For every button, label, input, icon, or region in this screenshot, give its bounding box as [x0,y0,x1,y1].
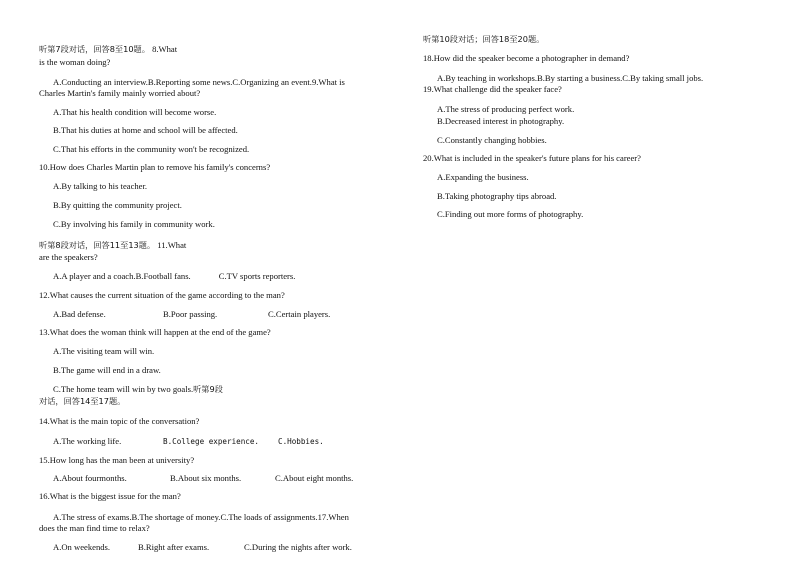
question-9-option-c: C.That his efforts in the community won't be recognized. [53,144,250,154]
question-12-option-b: B.Poor passing. [163,309,218,319]
section-7-line [39,44,177,55]
question-20-stem: 20.What is included in the speaker's future plans for his career? [423,153,641,163]
question-8-number: 8.What [152,44,178,54]
question-13-option-c: C.The home team will win by two goals. [53,384,194,394]
question-14-stem: 14.What is the main topic of the conversation? [39,416,200,426]
question-12-option-a: A.Bad defense. [53,309,106,319]
question-17-options [53,542,352,553]
question-18-options: A.By teaching in workshops.B.By starting a business.C.By taking small jobs. [437,73,704,83]
section-8-line [39,240,186,251]
question-17-option-a: A.On weekends. [53,542,111,552]
section-9-header-start: 听第9段 [193,384,223,394]
question-17-option-b: B.Right after exams. [138,542,210,552]
question-11-option-b: B.Football fans. [135,271,191,281]
question-20-option-c: C.Finding out more forms of photography. [437,209,584,219]
question-15-option-a: A.About fourmonths. [53,473,127,483]
question-11-option-a: A.A player and a coach. [53,271,136,281]
question-19-option-b: B.Decreased interest in photography. [437,116,565,126]
question-20-option-a: A.Expanding the business. [437,172,529,182]
question-8-options-line [53,77,345,88]
question-10-stem: 10.How does Charles Martin plan to remove his family's concerns? [39,162,271,172]
question-11-stem: are the speakers? [39,252,98,262]
question-13-option-a: A.The visiting team will win. [53,346,155,356]
question-12-stem: 12.What causes the current situation of the game according to the man? [39,290,285,300]
section-7-header: 听第7段对话，回答8至10题。 [39,44,150,54]
section-8-header: 听第8段对话，回答11至13题。 [39,240,156,250]
question-19-stem: 19.What challenge did the speaker face? [423,84,562,94]
question-9-option-a: A.That his health condition will become worse. [53,107,217,117]
question-15-stem: 15.How long has the man been at university? [39,455,195,465]
question-14-option-b: B.College experience. [163,437,260,446]
question-12-options [53,309,330,320]
question-9-number: 9.What is [311,77,345,87]
question-20-option-b: B.Taking photography tips abroad. [437,191,557,201]
question-13-option-b: B.The game will end in a draw. [53,365,161,375]
question-15-option-c: C.About eight months. [275,473,354,483]
question-11-number: 11.What [157,240,187,250]
question-14-option-a: A.The working life. [53,436,122,446]
question-15-options [53,473,353,484]
question-8-stem: is the woman doing? [39,57,111,67]
section-10-header: 听第10段对话；回答18至20题。 [423,34,545,44]
question-16-options-line [53,512,349,523]
section-9-header: 对话，回答14至17题。 [39,396,126,406]
question-18-stem: 18.How did the speaker become a photographer in demand? [423,53,630,63]
question-10-option-c: C.By involving his family in community work. [53,219,215,229]
question-10-option-b: B.By quitting the community project. [53,200,182,210]
question-17-number: 17.When [317,512,349,522]
question-11-option-c: C.TV sports reporters. [218,271,296,281]
question-16-options: A.The stress of exams.B.The shortage of money.C.The loads of assignments. [53,512,318,522]
question-9-stem: Charles Martin's family mainly worried about? [39,88,201,98]
question-10-option-a: A.By talking to his teacher. [53,181,148,191]
question-17-stem: does the man find time to relax? [39,523,150,533]
question-19-option-c: C.Constantly changing hobbies. [437,135,547,145]
question-14-options [53,436,324,447]
question-19-option-a: A.The stress of producing perfect work. [437,104,575,114]
question-17-option-c: C.During the nights after work. [244,542,352,552]
question-13-stem: 13.What does the woman think will happen at the end of the game? [39,327,271,337]
question-16-stem: 16.What is the biggest issue for the man? [39,491,181,501]
question-8-options: A.Conducting an interview.B.Reporting some news.C.Organizing an event. [53,77,312,87]
question-13-option-c-line [53,384,223,395]
question-11-options [53,271,295,282]
question-9-option-b: B.That his duties at home and school will be affected. [53,125,238,135]
question-12-option-c: C.Certain players. [268,309,331,319]
question-15-option-b: B.About six months. [170,473,242,483]
question-14-option-c: C.Hobbies. [278,437,324,446]
